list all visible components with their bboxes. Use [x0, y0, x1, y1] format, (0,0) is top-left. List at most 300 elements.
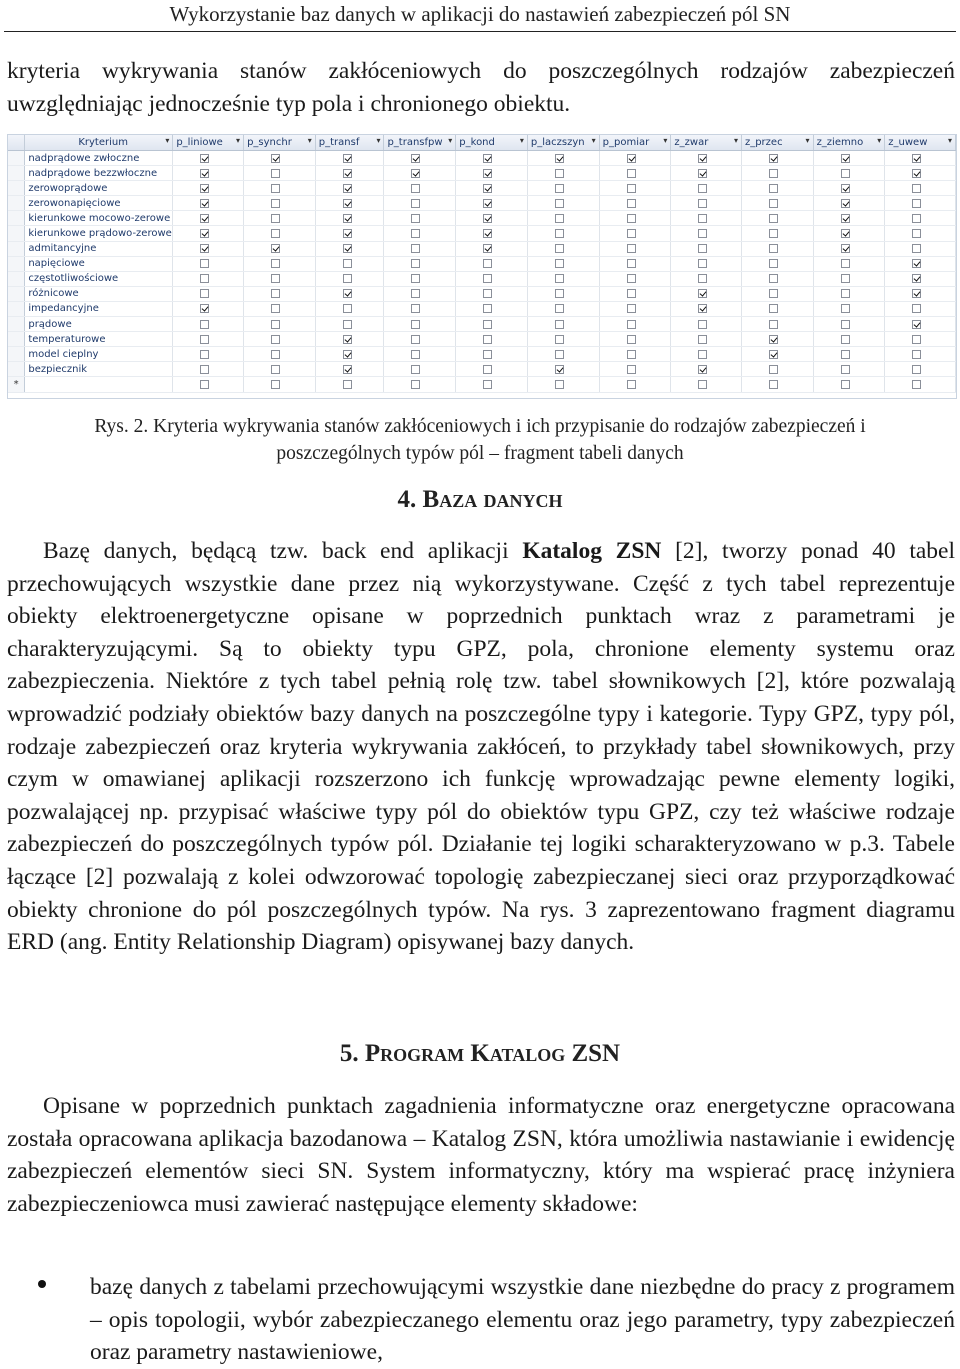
checkbox-unchecked[interactable] — [841, 365, 850, 374]
checkbox-unchecked[interactable] — [769, 259, 778, 268]
checkbox-unchecked[interactable] — [555, 335, 564, 344]
checkbox-unchecked[interactable] — [769, 274, 778, 283]
checkbox-unchecked[interactable] — [698, 335, 707, 344]
checkbox-checked[interactable] — [200, 229, 209, 238]
checkbox-cell — [527, 181, 599, 196]
section-4-title-initial: B — [422, 486, 440, 513]
checkbox-unchecked[interactable] — [627, 289, 636, 298]
checkbox-checked[interactable] — [483, 154, 492, 163]
checkbox-unchecked[interactable] — [555, 274, 564, 283]
checkbox-unchecked[interactable] — [200, 350, 209, 359]
column-header[interactable] — [813, 135, 885, 151]
checkbox-checked[interactable] — [841, 184, 850, 193]
checkbox-checked[interactable] — [343, 184, 352, 193]
column-dropdown-icon[interactable]: ▾ — [165, 136, 170, 145]
checkbox-checked[interactable] — [483, 244, 492, 253]
checkbox-unchecked[interactable] — [698, 244, 707, 253]
checkbox-cell — [527, 166, 599, 181]
row-selector[interactable] — [8, 301, 25, 316]
checkbox-checked[interactable] — [912, 320, 921, 329]
checkbox-unchecked[interactable] — [200, 320, 209, 329]
checkbox-unchecked[interactable] — [411, 274, 420, 283]
table-row[interactable] — [8, 166, 956, 181]
checkbox-unchecked[interactable] — [483, 335, 492, 344]
row-selector[interactable] — [8, 211, 25, 226]
checkbox-checked[interactable] — [200, 184, 209, 193]
checkbox-unchecked[interactable] — [912, 304, 921, 313]
checkbox-cell — [244, 241, 316, 256]
checkbox-unchecked[interactable] — [271, 199, 280, 208]
column-header[interactable] — [384, 135, 456, 151]
checkbox-unchecked[interactable] — [698, 320, 707, 329]
checkbox-checked[interactable] — [769, 335, 778, 344]
checkbox-checked[interactable] — [841, 154, 850, 163]
checkbox-unchecked[interactable] — [271, 335, 280, 344]
checkbox-unchecked[interactable] — [912, 380, 921, 389]
criterion-cell[interactable]: zerowonapięciowe — [25, 196, 173, 211]
checkbox-unchecked[interactable] — [483, 259, 492, 268]
row-selector[interactable] — [8, 241, 25, 256]
checkbox-unchecked[interactable] — [841, 335, 850, 344]
checkbox-cell — [527, 362, 599, 377]
checkbox-unchecked[interactable] — [411, 335, 420, 344]
checkbox-unchecked[interactable] — [912, 184, 921, 193]
checkbox-unchecked[interactable] — [627, 350, 636, 359]
checkbox-unchecked[interactable] — [271, 169, 280, 178]
checkbox-unchecked[interactable] — [555, 169, 564, 178]
checkbox-unchecked[interactable] — [627, 274, 636, 283]
criterion-cell[interactable]: napięciowe — [25, 256, 173, 271]
column-dropdown-icon[interactable]: ▾ — [591, 136, 596, 145]
table-row[interactable] — [8, 241, 956, 256]
column-header[interactable] — [315, 135, 384, 151]
checkbox-unchecked[interactable] — [841, 380, 850, 389]
column-dropdown-icon[interactable]: ▾ — [376, 136, 381, 145]
criterion-cell[interactable] — [25, 377, 173, 392]
checkbox-unchecked[interactable] — [627, 184, 636, 193]
checkbox-unchecked[interactable] — [769, 320, 778, 329]
criterion-cell[interactable]: częstotliwościowe — [25, 271, 173, 286]
checkbox-unchecked[interactable] — [200, 380, 209, 389]
checkbox-cell — [456, 286, 528, 301]
checkbox-cell — [741, 286, 813, 301]
checkbox-unchecked[interactable] — [912, 350, 921, 359]
checkbox-checked[interactable] — [555, 365, 564, 374]
checkbox-checked[interactable] — [483, 214, 492, 223]
row-selector[interactable] — [8, 271, 25, 286]
checkbox-unchecked[interactable] — [555, 350, 564, 359]
checkbox-unchecked[interactable] — [271, 289, 280, 298]
column-header[interactable] — [173, 135, 244, 151]
checkbox-cell — [315, 256, 384, 271]
checkbox-unchecked[interactable] — [698, 214, 707, 223]
checkbox-checked[interactable] — [698, 304, 707, 313]
checkbox-checked[interactable] — [841, 244, 850, 253]
column-header[interactable] — [244, 135, 316, 151]
checkbox-cell — [384, 347, 456, 362]
checkbox-checked[interactable] — [343, 244, 352, 253]
checkbox-checked[interactable] — [769, 154, 778, 163]
checkbox-unchecked[interactable] — [841, 350, 850, 359]
checkbox-unchecked[interactable] — [343, 380, 352, 389]
table-row[interactable] — [8, 377, 956, 392]
checkbox-checked[interactable] — [483, 169, 492, 178]
checkbox-checked[interactable] — [912, 169, 921, 178]
checkbox-unchecked[interactable] — [411, 214, 420, 223]
checkbox-unchecked[interactable] — [627, 199, 636, 208]
column-header-label: p_transfpw — [387, 137, 443, 148]
checkbox-unchecked[interactable] — [627, 365, 636, 374]
checkbox-checked[interactable] — [200, 244, 209, 253]
row-selector[interactable] — [8, 347, 25, 362]
checkbox-unchecked[interactable] — [555, 214, 564, 223]
checkbox-cell — [527, 377, 599, 392]
checkbox-unchecked[interactable] — [483, 304, 492, 313]
table-row[interactable] — [8, 226, 956, 241]
table-row[interactable] — [8, 286, 956, 301]
checkbox-unchecked[interactable] — [698, 274, 707, 283]
checkbox-checked[interactable] — [841, 229, 850, 238]
checkbox-unchecked[interactable] — [769, 229, 778, 238]
checkbox-cell — [173, 301, 244, 316]
checkbox-unchecked[interactable] — [411, 244, 420, 253]
checkbox-cell — [527, 347, 599, 362]
checkbox-cell — [173, 181, 244, 196]
row-selector[interactable] — [8, 317, 25, 332]
table-row[interactable] — [8, 181, 956, 196]
checkbox-unchecked[interactable] — [841, 320, 850, 329]
checkbox-cell — [244, 317, 316, 332]
checkbox-cell — [315, 151, 384, 166]
checkbox-unchecked[interactable] — [555, 320, 564, 329]
checkbox-unchecked[interactable] — [483, 380, 492, 389]
checkbox-checked[interactable] — [343, 365, 352, 374]
checkbox-unchecked[interactable] — [912, 214, 921, 223]
checkbox-cell — [671, 166, 742, 181]
checkbox-cell — [599, 347, 671, 362]
column-header[interactable] — [25, 135, 173, 151]
criterion-cell[interactable]: nadprądowe bezzwłoczne — [25, 166, 173, 181]
checkbox-unchecked[interactable] — [698, 229, 707, 238]
checkbox-checked[interactable] — [343, 229, 352, 238]
checkbox-unchecked[interactable] — [912, 365, 921, 374]
table-row[interactable] — [8, 332, 956, 347]
checkbox-checked[interactable] — [769, 350, 778, 359]
row-selector[interactable] — [8, 256, 25, 271]
column-header[interactable] — [527, 135, 599, 151]
checkbox-unchecked[interactable] — [271, 365, 280, 374]
checkbox-unchecked[interactable] — [271, 274, 280, 283]
column-dropdown-icon[interactable]: ▾ — [947, 136, 952, 145]
checkbox-unchecked[interactable] — [271, 320, 280, 329]
checkbox-unchecked[interactable] — [200, 289, 209, 298]
column-header[interactable] — [456, 135, 528, 151]
table-row[interactable] — [8, 317, 956, 332]
checkbox-unchecked[interactable] — [411, 380, 420, 389]
checkbox-cell — [813, 347, 885, 362]
header-rule — [4, 31, 956, 32]
criterion-cell[interactable]: zerowoprądowe — [25, 181, 173, 196]
checkbox-unchecked[interactable] — [555, 184, 564, 193]
checkbox-checked[interactable] — [200, 199, 209, 208]
checkbox-unchecked[interactable] — [841, 289, 850, 298]
checkbox-checked[interactable] — [627, 154, 636, 163]
checkbox-unchecked[interactable] — [627, 259, 636, 268]
checkbox-unchecked[interactable] — [841, 259, 850, 268]
checkbox-unchecked[interactable] — [271, 380, 280, 389]
checkbox-unchecked[interactable] — [411, 350, 420, 359]
checkbox-checked[interactable] — [200, 214, 209, 223]
criterion-cell[interactable]: prądowe — [25, 317, 173, 332]
checkbox-checked[interactable] — [271, 154, 280, 163]
checkbox-checked[interactable] — [200, 169, 209, 178]
column-dropdown-icon[interactable]: ▾ — [805, 136, 810, 145]
checkbox-checked[interactable] — [698, 365, 707, 374]
column-dropdown-icon[interactable]: ▾ — [307, 136, 312, 145]
checkbox-checked[interactable] — [912, 289, 921, 298]
checkbox-cell — [315, 377, 384, 392]
checkbox-unchecked[interactable] — [343, 274, 352, 283]
checkbox-unchecked[interactable] — [343, 320, 352, 329]
checkbox-checked[interactable] — [343, 350, 352, 359]
checkbox-unchecked[interactable] — [555, 304, 564, 313]
checkbox-unchecked[interactable] — [769, 169, 778, 178]
checkbox-unchecked[interactable] — [769, 304, 778, 313]
column-dropdown-icon[interactable]: ▾ — [663, 136, 668, 145]
row-selector[interactable] — [8, 196, 25, 211]
checkbox-unchecked[interactable] — [555, 289, 564, 298]
table-row[interactable] — [8, 196, 956, 211]
checkbox-checked[interactable] — [200, 304, 209, 313]
checkbox-unchecked[interactable] — [769, 365, 778, 374]
column-header-label: p_pomiar — [602, 137, 650, 148]
table-row[interactable] — [8, 151, 956, 166]
row-selector[interactable] — [8, 166, 25, 181]
table-row[interactable] — [8, 301, 956, 316]
checkbox-unchecked[interactable] — [627, 214, 636, 223]
checkbox-unchecked[interactable] — [411, 320, 420, 329]
checkbox-unchecked[interactable] — [841, 169, 850, 178]
column-header[interactable] — [671, 135, 742, 151]
checkbox-cell — [885, 271, 956, 286]
checkbox-unchecked[interactable] — [343, 304, 352, 313]
checkbox-cell — [671, 347, 742, 362]
checkbox-checked[interactable] — [343, 289, 352, 298]
row-selector[interactable] — [8, 151, 25, 166]
intro-text: kryteria wykrywania stanów zakłóceniowych do poszczególnych rodzajów zabezpieczeń uwzględniając jednocześnie typ pola i chronionego obiektu. — [7, 58, 955, 117]
criterion-cell[interactable]: impedancyjne — [25, 301, 173, 316]
checkbox-cell — [527, 196, 599, 211]
column-header-label: z_zwar — [674, 137, 709, 148]
checkbox-checked[interactable] — [343, 169, 352, 178]
checkbox-unchecked[interactable] — [483, 274, 492, 283]
checkbox-checked[interactable] — [483, 199, 492, 208]
criterion-cell[interactable]: różnicowe — [25, 286, 173, 301]
checkbox-cell — [384, 301, 456, 316]
checkbox-unchecked[interactable] — [769, 244, 778, 253]
column-header[interactable] — [741, 135, 813, 151]
checkbox-unchecked[interactable] — [841, 304, 850, 313]
checkbox-unchecked[interactable] — [483, 320, 492, 329]
checkbox-checked[interactable] — [841, 214, 850, 223]
column-header[interactable] — [599, 135, 671, 151]
criterion-cell[interactable]: admitancyjne — [25, 241, 173, 256]
row-selector[interactable] — [8, 362, 25, 377]
checkbox-unchecked[interactable] — [271, 214, 280, 223]
criterion-cell[interactable]: nadprądowe zwłoczne — [25, 151, 173, 166]
checkbox-unchecked[interactable] — [483, 350, 492, 359]
checkbox-unchecked[interactable] — [769, 289, 778, 298]
row-selector[interactable]: * — [8, 377, 25, 392]
checkbox-checked[interactable] — [343, 199, 352, 208]
checkbox-unchecked[interactable] — [912, 244, 921, 253]
checkbox-unchecked[interactable] — [411, 184, 420, 193]
checkbox-cell — [315, 332, 384, 347]
column-dropdown-icon[interactable]: ▾ — [877, 136, 882, 145]
row-selector[interactable] — [8, 226, 25, 241]
checkbox-cell — [384, 362, 456, 377]
checkbox-checked[interactable] — [343, 335, 352, 344]
checkbox-cell — [885, 317, 956, 332]
criterion-cell[interactable]: kierunkowe mocowo-zerowe — [25, 211, 173, 226]
checkbox-cell — [527, 211, 599, 226]
checkbox-cell — [456, 271, 528, 286]
checkbox-unchecked[interactable] — [698, 380, 707, 389]
column-dropdown-icon[interactable]: ▾ — [448, 136, 453, 145]
checkbox-unchecked[interactable] — [555, 229, 564, 238]
checkbox-unchecked[interactable] — [698, 350, 707, 359]
checkbox-cell — [315, 301, 384, 316]
table-row[interactable] — [8, 211, 956, 226]
checkbox-unchecked[interactable] — [769, 214, 778, 223]
checkbox-unchecked[interactable] — [411, 259, 420, 268]
checkbox-unchecked[interactable] — [271, 304, 280, 313]
checkbox-checked[interactable] — [343, 214, 352, 223]
checkbox-checked[interactable] — [343, 154, 352, 163]
checkbox-unchecked[interactable] — [411, 304, 420, 313]
column-header[interactable] — [885, 135, 956, 151]
checkbox-unchecked[interactable] — [769, 199, 778, 208]
checkbox-unchecked[interactable] — [698, 184, 707, 193]
checkbox-checked[interactable] — [841, 199, 850, 208]
column-header-label: p_liniowe — [176, 137, 223, 148]
checkbox-unchecked[interactable] — [912, 335, 921, 344]
checkbox-checked[interactable] — [271, 244, 280, 253]
checkbox-unchecked[interactable] — [200, 365, 209, 374]
checkbox-checked[interactable] — [411, 154, 420, 163]
row-selector[interactable] — [8, 332, 25, 347]
row-selector[interactable] — [8, 286, 25, 301]
checkbox-checked[interactable] — [698, 289, 707, 298]
checkbox-unchecked[interactable] — [912, 229, 921, 238]
checkbox-unchecked[interactable] — [627, 304, 636, 313]
checkbox-unchecked[interactable] — [483, 289, 492, 298]
checkbox-unchecked[interactable] — [627, 320, 636, 329]
checkbox-checked[interactable] — [411, 169, 420, 178]
checkbox-unchecked[interactable] — [555, 380, 564, 389]
checkbox-unchecked[interactable] — [200, 259, 209, 268]
checkbox-cell — [671, 271, 742, 286]
checkbox-unchecked[interactable] — [271, 229, 280, 238]
checkbox-unchecked[interactable] — [627, 335, 636, 344]
checkbox-unchecked[interactable] — [200, 335, 209, 344]
checkbox-cell — [599, 196, 671, 211]
checkbox-unchecked[interactable] — [271, 259, 280, 268]
checkbox-unchecked[interactable] — [627, 244, 636, 253]
checkbox-cell — [599, 332, 671, 347]
checkbox-checked[interactable] — [912, 154, 921, 163]
checkbox-cell — [741, 181, 813, 196]
checkbox-checked[interactable] — [912, 274, 921, 283]
checkbox-cell — [527, 151, 599, 166]
checkbox-unchecked[interactable] — [343, 259, 352, 268]
table-row[interactable] — [8, 271, 956, 286]
checkbox-unchecked[interactable] — [555, 199, 564, 208]
checkbox-unchecked[interactable] — [769, 380, 778, 389]
section-5-title-rest-2: atalog — [489, 1040, 566, 1067]
running-header: Wykorzystanie baz danych w aplikacji do nastawień zabezpieczeń pól SN — [169, 2, 791, 26]
checkbox-unchecked[interactable] — [627, 229, 636, 238]
checkbox-unchecked[interactable] — [769, 184, 778, 193]
checkbox-unchecked[interactable] — [912, 199, 921, 208]
table-row[interactable] — [8, 362, 956, 377]
checkbox-unchecked[interactable] — [627, 169, 636, 178]
checkbox-unchecked[interactable] — [271, 184, 280, 193]
checkbox-cell — [885, 347, 956, 362]
checkbox-checked[interactable] — [698, 169, 707, 178]
checkbox-checked[interactable] — [483, 229, 492, 238]
table-row[interactable] — [8, 256, 956, 271]
checkbox-cell — [456, 362, 528, 377]
checkbox-checked[interactable] — [698, 154, 707, 163]
checkbox-checked[interactable] — [912, 259, 921, 268]
column-dropdown-icon[interactable]: ▾ — [236, 136, 241, 145]
criterion-cell[interactable]: bezpiecznik — [25, 362, 173, 377]
checkbox-cell — [885, 256, 956, 271]
section-4-bold-app-name: Katalog ZSN — [522, 538, 662, 564]
checkbox-unchecked[interactable] — [200, 274, 209, 283]
criterion-cell[interactable]: model cieplny — [25, 347, 173, 362]
row-selector[interactable] — [8, 181, 25, 196]
criterion-cell[interactable]: kierunkowe prądowo-zerowe — [25, 226, 173, 241]
checkbox-cell — [599, 211, 671, 226]
checkbox-unchecked[interactable] — [698, 259, 707, 268]
checkbox-cell — [599, 226, 671, 241]
checkbox-unchecked[interactable] — [411, 365, 420, 374]
checkbox-checked[interactable] — [483, 184, 492, 193]
column-dropdown-icon[interactable]: ▾ — [519, 136, 524, 145]
column-header-label: z_uwew — [888, 137, 928, 148]
checkbox-cell — [315, 166, 384, 181]
checkbox-unchecked[interactable] — [698, 199, 707, 208]
checkbox-cell — [741, 377, 813, 392]
checkbox-checked[interactable] — [200, 154, 209, 163]
column-dropdown-icon[interactable]: ▾ — [733, 136, 738, 145]
checkbox-checked[interactable] — [555, 154, 564, 163]
checkbox-unchecked[interactable] — [555, 244, 564, 253]
checkbox-unchecked[interactable] — [271, 350, 280, 359]
checkbox-unchecked[interactable] — [411, 229, 420, 238]
checkbox-unchecked[interactable] — [411, 199, 420, 208]
checkbox-unchecked[interactable] — [627, 380, 636, 389]
checkbox-unchecked[interactable] — [555, 259, 564, 268]
checkbox-unchecked[interactable] — [411, 289, 420, 298]
checkbox-unchecked[interactable] — [483, 365, 492, 374]
criterion-cell[interactable]: temperaturowe — [25, 332, 173, 347]
checkbox-unchecked[interactable] — [841, 274, 850, 283]
checkbox-cell — [244, 211, 316, 226]
table-row[interactable] — [8, 347, 956, 362]
